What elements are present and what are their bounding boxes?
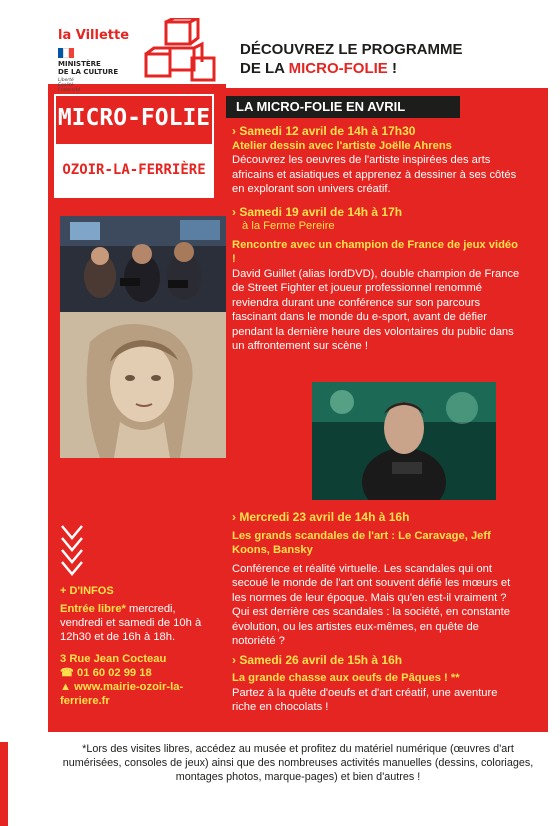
event-title: Les grands scandales de l'art : Le Caravage, Jeff Koons, Bansky [232, 529, 491, 556]
event-description: Découvrez les oeuvres de l'artiste inspirées des arts africains et asiatiques et apprenez à dessiner à ses côtés en explorant son univers créatif. [232, 154, 517, 195]
event-date: › Samedi 26 avril de 15h à 16h [232, 652, 403, 667]
gamers-photo [60, 216, 226, 312]
opening-hours: Entrée libre* mercredi, vendredi et samedi de 10h à 12h30 et de 16h à 18h. [60, 603, 202, 643]
footnote: *Lors des visites libres, accédez au musée et profitez du matériel numérique (œuvres d'art numérisées, consoles de jeux) ainsi que des nombreuses activités manuelles (dessins, coloriages, montages photos, marque-pages) et bien d'autres ! [62, 743, 534, 783]
phone-number: ☎ 01 60 02 99 18 [60, 667, 152, 679]
champion-photo [312, 382, 496, 500]
la-villette-logo: la Villette [58, 28, 130, 43]
event-item [232, 653, 522, 715]
event-item [232, 205, 522, 354]
ministry-name: MINISTÈRE DE LA CULTURE [58, 60, 119, 76]
event-place: à la Ferme Pereire [242, 220, 335, 232]
french-flag-icon [58, 48, 74, 58]
info-block [60, 584, 220, 708]
cubes-logo-icon [142, 18, 218, 88]
website-link[interactable]: ▲ www.mairie-ozoir-la-ferriere.fr [60, 681, 184, 707]
info-heading: + D'INFOS [60, 585, 114, 597]
event-title: La grande chasse aux oeufs de Pâques ! ** [232, 672, 460, 684]
event-date: › Samedi 19 avril de 14h à 17h [232, 204, 403, 219]
event-date: › Mercredi 23 avril de 14h à 16h [232, 510, 410, 524]
event-item [232, 124, 522, 197]
micro-folie-brand-box [54, 94, 214, 198]
red-edge-strip [0, 742, 8, 826]
event-description: Conférence et réalité virtuelle. Les scandales qui ont secoué le monde de l'art ont souvent défié les mœurs et les normes de leur époque. Mais qu'en est-il vraiment ? Qui est derrière ces scandales : la société, en constante évolution, ou les artistes eux-mêmes, en quête de notoriété ? [232, 562, 511, 647]
event-description: Partez à la quête d'oeufs et d'art créatif, une aventure riche en chocolats ! [232, 686, 498, 713]
event-description: David Guillet (alias lordDVD), double champion de France de Street Fighter et joueur professionnel renommé reviendra durant une conférence sur son parcours fascinant dans le monde du e-sport, avant de défier pendant la dernière heure des volontaires du public dans un affrontement sur scène ! [232, 267, 520, 352]
events-list-bottom [232, 510, 522, 715]
brand-city: OZOIR-LA-FERRIÈRE [56, 144, 212, 196]
address: 3 Rue Jean Cocteau [60, 653, 167, 665]
month-title-bar: LA MICRO-FOLIE EN AVRIL [226, 96, 460, 118]
girl-sketch-image [60, 312, 226, 458]
event-title: Atelier dessin avec l'artiste Joëlle Ahrens [232, 139, 452, 152]
chevron-down-icon [60, 524, 84, 578]
event-item [232, 510, 522, 649]
brand-name: MICRO-FOLIE [56, 96, 212, 140]
republic-motto: Liberté Égalité Fraternité [58, 78, 81, 93]
event-date: › Samedi 12 avril de 14h à 17h30 [232, 124, 416, 138]
events-list-top [232, 124, 522, 354]
headline: DÉCOUVREZ LE PROGRAMME DE LA MICRO-FOLIE ! [240, 41, 463, 77]
event-title: Rencontre avec un champion de France de jeux vidéo ! [232, 238, 518, 265]
